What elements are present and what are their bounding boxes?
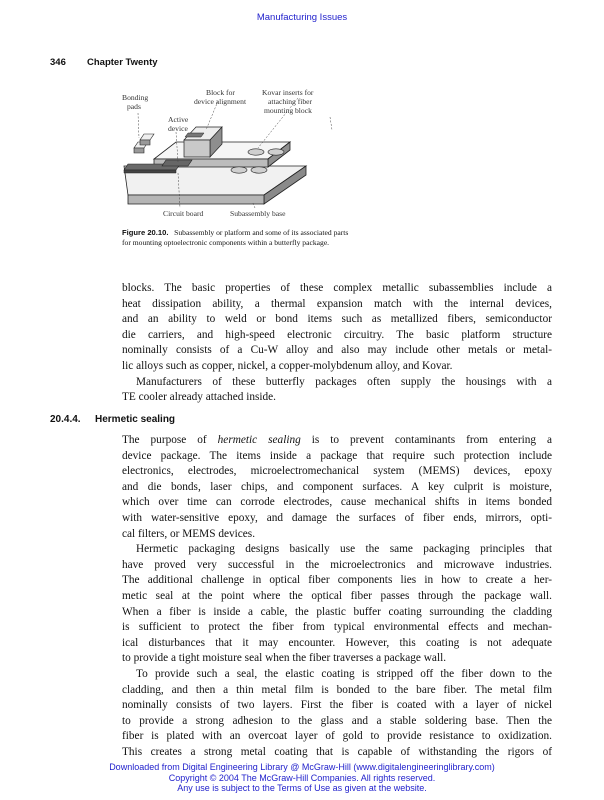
figure-caption	[122, 228, 354, 247]
text-line: to provide a strong adhesion to the glass and a stable soldering base. Then the	[122, 714, 552, 727]
text-line: TE cooler already attached inside.	[122, 391, 277, 404]
text-line: ical disturbances that it may encounter. However, this coating is not adequate	[122, 636, 552, 649]
text-line: which over time can corrode electrodes, cause mechanical shifts in items bonded	[122, 496, 552, 509]
label-subassembly-base: Subassembly base	[230, 209, 286, 218]
figure-caption-text: Subassembly or platform and some of its associated parts for mounting optoelectronic components within a butterfly package.	[122, 228, 349, 247]
section-number: 20.4.4.	[50, 414, 81, 425]
text-line: The purpose of hermetic sealing is to prevent contaminants from entering a	[122, 434, 553, 446]
paragraph	[122, 375, 552, 406]
text-line: cladding, and then a thin metal film is bonded to the bare fiber. The metal film	[122, 683, 552, 696]
alignment-block-recess	[185, 133, 204, 137]
text-line: lic alloys such as copper, nickel, a copper-molybdenum alloy, and Kovar.	[122, 359, 453, 372]
text-line: Manufacturers of these butterfly packages often supply the housings with a	[136, 375, 552, 388]
footer-copyright: Copyright © 2004 The McGraw-Hill Companies. All rights reserved.	[168, 772, 436, 783]
kovar-insert	[251, 167, 267, 173]
kovar-insert	[248, 149, 264, 155]
base-plate-front-face	[128, 195, 264, 204]
text-line: This creates a strong metal coating that is capable of withstanding the rigors of	[122, 745, 552, 758]
alignment-block-front	[184, 140, 210, 157]
text-line: have proved very successful in the microelectronics and microwave industries.	[122, 558, 552, 571]
kovar-insert	[231, 167, 247, 173]
subassembly-diagram	[118, 84, 358, 222]
running-head: Manufacturing Issues	[256, 12, 348, 23]
text-line: heat dissipation ability, a thermal expansion match with the internal devices,	[122, 297, 552, 310]
paragraph	[122, 542, 552, 667]
text-line: is sufficient to protect the fiber from typical environmental effects and mechan-	[122, 621, 552, 634]
text-line: and die bonds, laser chips, and component surfaces. A key culprit is moisture,	[122, 480, 552, 493]
text-line: metic seal at the point where the optical fiber passes through the package wall.	[122, 589, 552, 602]
page-number: 346	[50, 57, 66, 68]
text-line: die carriers, and high-speed electronic circuitry. The basic platform structure	[122, 328, 552, 341]
label-kovar-inserts: Kovar inserts for attaching fiber mounting block	[262, 88, 314, 115]
text-line: blocks. The basic properties of these complex metallic subassemblies include a	[122, 282, 552, 294]
text-line: device package. The items inside a package that require such protection include	[122, 449, 552, 462]
active-device	[162, 160, 192, 166]
paragraph	[122, 433, 552, 542]
label-bonding-pads: Bonding pads	[122, 93, 149, 111]
text-line: To provide such a seal, the elastic coating is stripped off the fiber down to the	[136, 668, 552, 680]
text-line: with water-sensitive epoxy, and damage the surfaces of fiber ends, mirrors, opti-	[122, 511, 552, 524]
paragraph	[122, 281, 552, 375]
emphasis-term: hermetic sealing	[217, 434, 301, 446]
leader-line	[330, 117, 332, 130]
text-line: fiber is plated with an overcoat layer of gold to provide resistance to oxidization.	[122, 730, 552, 743]
figure-subassembly	[118, 84, 358, 222]
text-line: Hermetic packaging designs basically use the same packaging principles that	[136, 543, 552, 556]
paragraph	[122, 667, 552, 761]
kovar-insert	[268, 149, 284, 155]
text-line: electronics, electrodes, microelectromechanical system (MEMS) devices, epoxy	[122, 465, 552, 478]
label-alignment-block: Block for device alignment	[194, 88, 247, 106]
bonding-pad-front	[140, 140, 150, 145]
text-line: nominally consists of a Cu-W alloy and also may include other metals or metal-	[122, 344, 552, 357]
section-title: Hermetic sealing	[95, 414, 176, 425]
footer-terms-link[interactable]: Any use is subject to the Terms of Use as given at the website.	[177, 783, 427, 793]
label-circuit-board: Circuit board	[163, 209, 204, 218]
footer-download-link[interactable]: Downloaded from Digital Engineering Library @ McGraw-Hill (www.digitalengineeringlibrary.com)	[109, 762, 495, 772]
circuit-board-edge	[124, 170, 176, 173]
text-line: to provide a tight moisture seal when the fiber traverses a package wall.	[122, 652, 447, 665]
text-line: cal filters, or MEMS devices.	[122, 527, 256, 540]
chapter-label: Chapter Twenty	[87, 57, 158, 68]
leader-line	[138, 113, 139, 138]
text-line: When a fiber is inside a cable, the plastic buffer coating surrounding the cladding	[122, 605, 552, 618]
text-line: The additional challenge in optical fiber components lies in how to create a her-	[122, 574, 552, 587]
bonding-pad-front	[134, 148, 144, 153]
text-line: and an ability to weld or bond items such as metallized fibers, semiconductor	[122, 313, 552, 326]
bonding-pad	[140, 134, 154, 140]
label-active-device: Active device	[168, 115, 189, 133]
footer	[0, 762, 604, 794]
text-line: nominally consists of two layers. First the fiber is coated with a layer of nickel	[122, 699, 552, 712]
figure-caption-id: Figure 20.10.	[122, 228, 169, 237]
